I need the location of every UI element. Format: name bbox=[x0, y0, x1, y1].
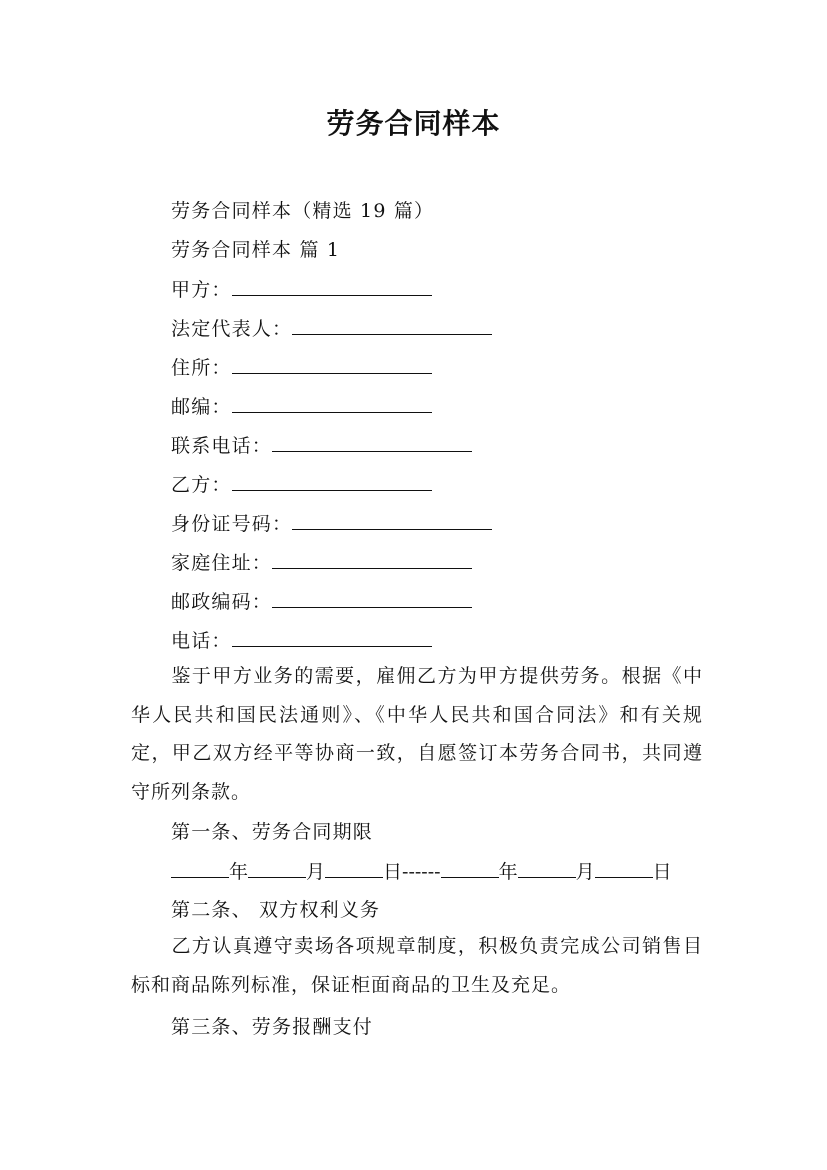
day-label: 日 bbox=[383, 861, 403, 883]
id-number-label: 身份证号码： bbox=[171, 513, 293, 535]
preamble-text: 鉴于甲方业务的需要，雇佣乙方为甲方提供劳务。根据《中华人民共和国民法通则》、《中华人民共和国合同法》和有关规定，甲乙双方经平等协商一致，自愿签订本劳务合同书，共同遵守所列条款。 bbox=[131, 665, 703, 803]
postcode-blank[interactable] bbox=[232, 394, 432, 413]
postal-code-label: 邮政编码： bbox=[171, 591, 273, 613]
start-year-blank[interactable] bbox=[171, 859, 229, 878]
phone-blank[interactable] bbox=[232, 628, 432, 647]
section-heading: 劳务合同样本 篇 1 bbox=[171, 239, 341, 261]
date-separator: ------ bbox=[402, 861, 441, 883]
article-3-heading: 第三条、劳务报酬支付 bbox=[171, 1016, 374, 1038]
address-line bbox=[171, 355, 432, 380]
end-month-blank[interactable] bbox=[518, 859, 576, 878]
end-year-blank[interactable] bbox=[441, 859, 499, 878]
party-b-label: 乙方： bbox=[171, 474, 232, 496]
party-b-line bbox=[171, 472, 432, 497]
phone-line bbox=[171, 628, 432, 653]
article-2-heading: 第二条、 双方权利义务 bbox=[171, 899, 381, 921]
id-number-blank[interactable] bbox=[292, 511, 492, 530]
document-subtitle: 劳务合同样本（精选 19 篇） bbox=[171, 200, 435, 222]
postcode-line bbox=[171, 394, 432, 419]
start-month-blank[interactable] bbox=[248, 859, 306, 878]
contact-phone-blank[interactable] bbox=[272, 433, 472, 452]
article-1-heading: 第一条、劳务合同期限 bbox=[171, 821, 374, 843]
legal-rep-blank[interactable] bbox=[292, 316, 492, 335]
year-label: 年 bbox=[229, 861, 249, 883]
postal-code-line bbox=[171, 589, 472, 614]
article-2-text: 乙方认真遵守卖场各项规章制度，积极负责完成公司销售目标和商品陈列标准，保证柜面商品的卫生及充足。 bbox=[131, 935, 703, 996]
month-label: 月 bbox=[575, 861, 595, 883]
legal-rep-label: 法定代表人： bbox=[171, 318, 293, 340]
party-a-line bbox=[171, 277, 432, 302]
postal-code-blank[interactable] bbox=[272, 589, 472, 608]
id-number-line bbox=[171, 511, 492, 536]
year-label: 年 bbox=[498, 861, 518, 883]
legal-rep-line bbox=[171, 316, 492, 341]
party-a-blank[interactable] bbox=[232, 277, 432, 296]
party-a-label: 甲方： bbox=[171, 279, 232, 301]
phone-label: 电话： bbox=[171, 630, 232, 652]
day-label: 日 bbox=[652, 861, 672, 883]
month-label: 月 bbox=[306, 861, 326, 883]
start-day-blank[interactable] bbox=[325, 859, 383, 878]
address-blank[interactable] bbox=[232, 355, 432, 374]
document-title: 劳务合同样本 bbox=[326, 107, 501, 140]
home-address-blank[interactable] bbox=[272, 550, 472, 569]
home-address-line bbox=[171, 550, 472, 575]
contact-phone-line bbox=[171, 433, 472, 458]
end-day-blank[interactable] bbox=[595, 859, 653, 878]
preamble-paragraph bbox=[131, 657, 703, 811]
contract-date-range bbox=[171, 859, 672, 884]
address-label: 住所： bbox=[171, 357, 232, 379]
article-2-paragraph bbox=[131, 927, 703, 1004]
postcode-label: 邮编： bbox=[171, 396, 232, 418]
party-b-blank[interactable] bbox=[232, 472, 432, 491]
home-address-label: 家庭住址： bbox=[171, 552, 273, 574]
contact-phone-label: 联系电话： bbox=[171, 435, 273, 457]
